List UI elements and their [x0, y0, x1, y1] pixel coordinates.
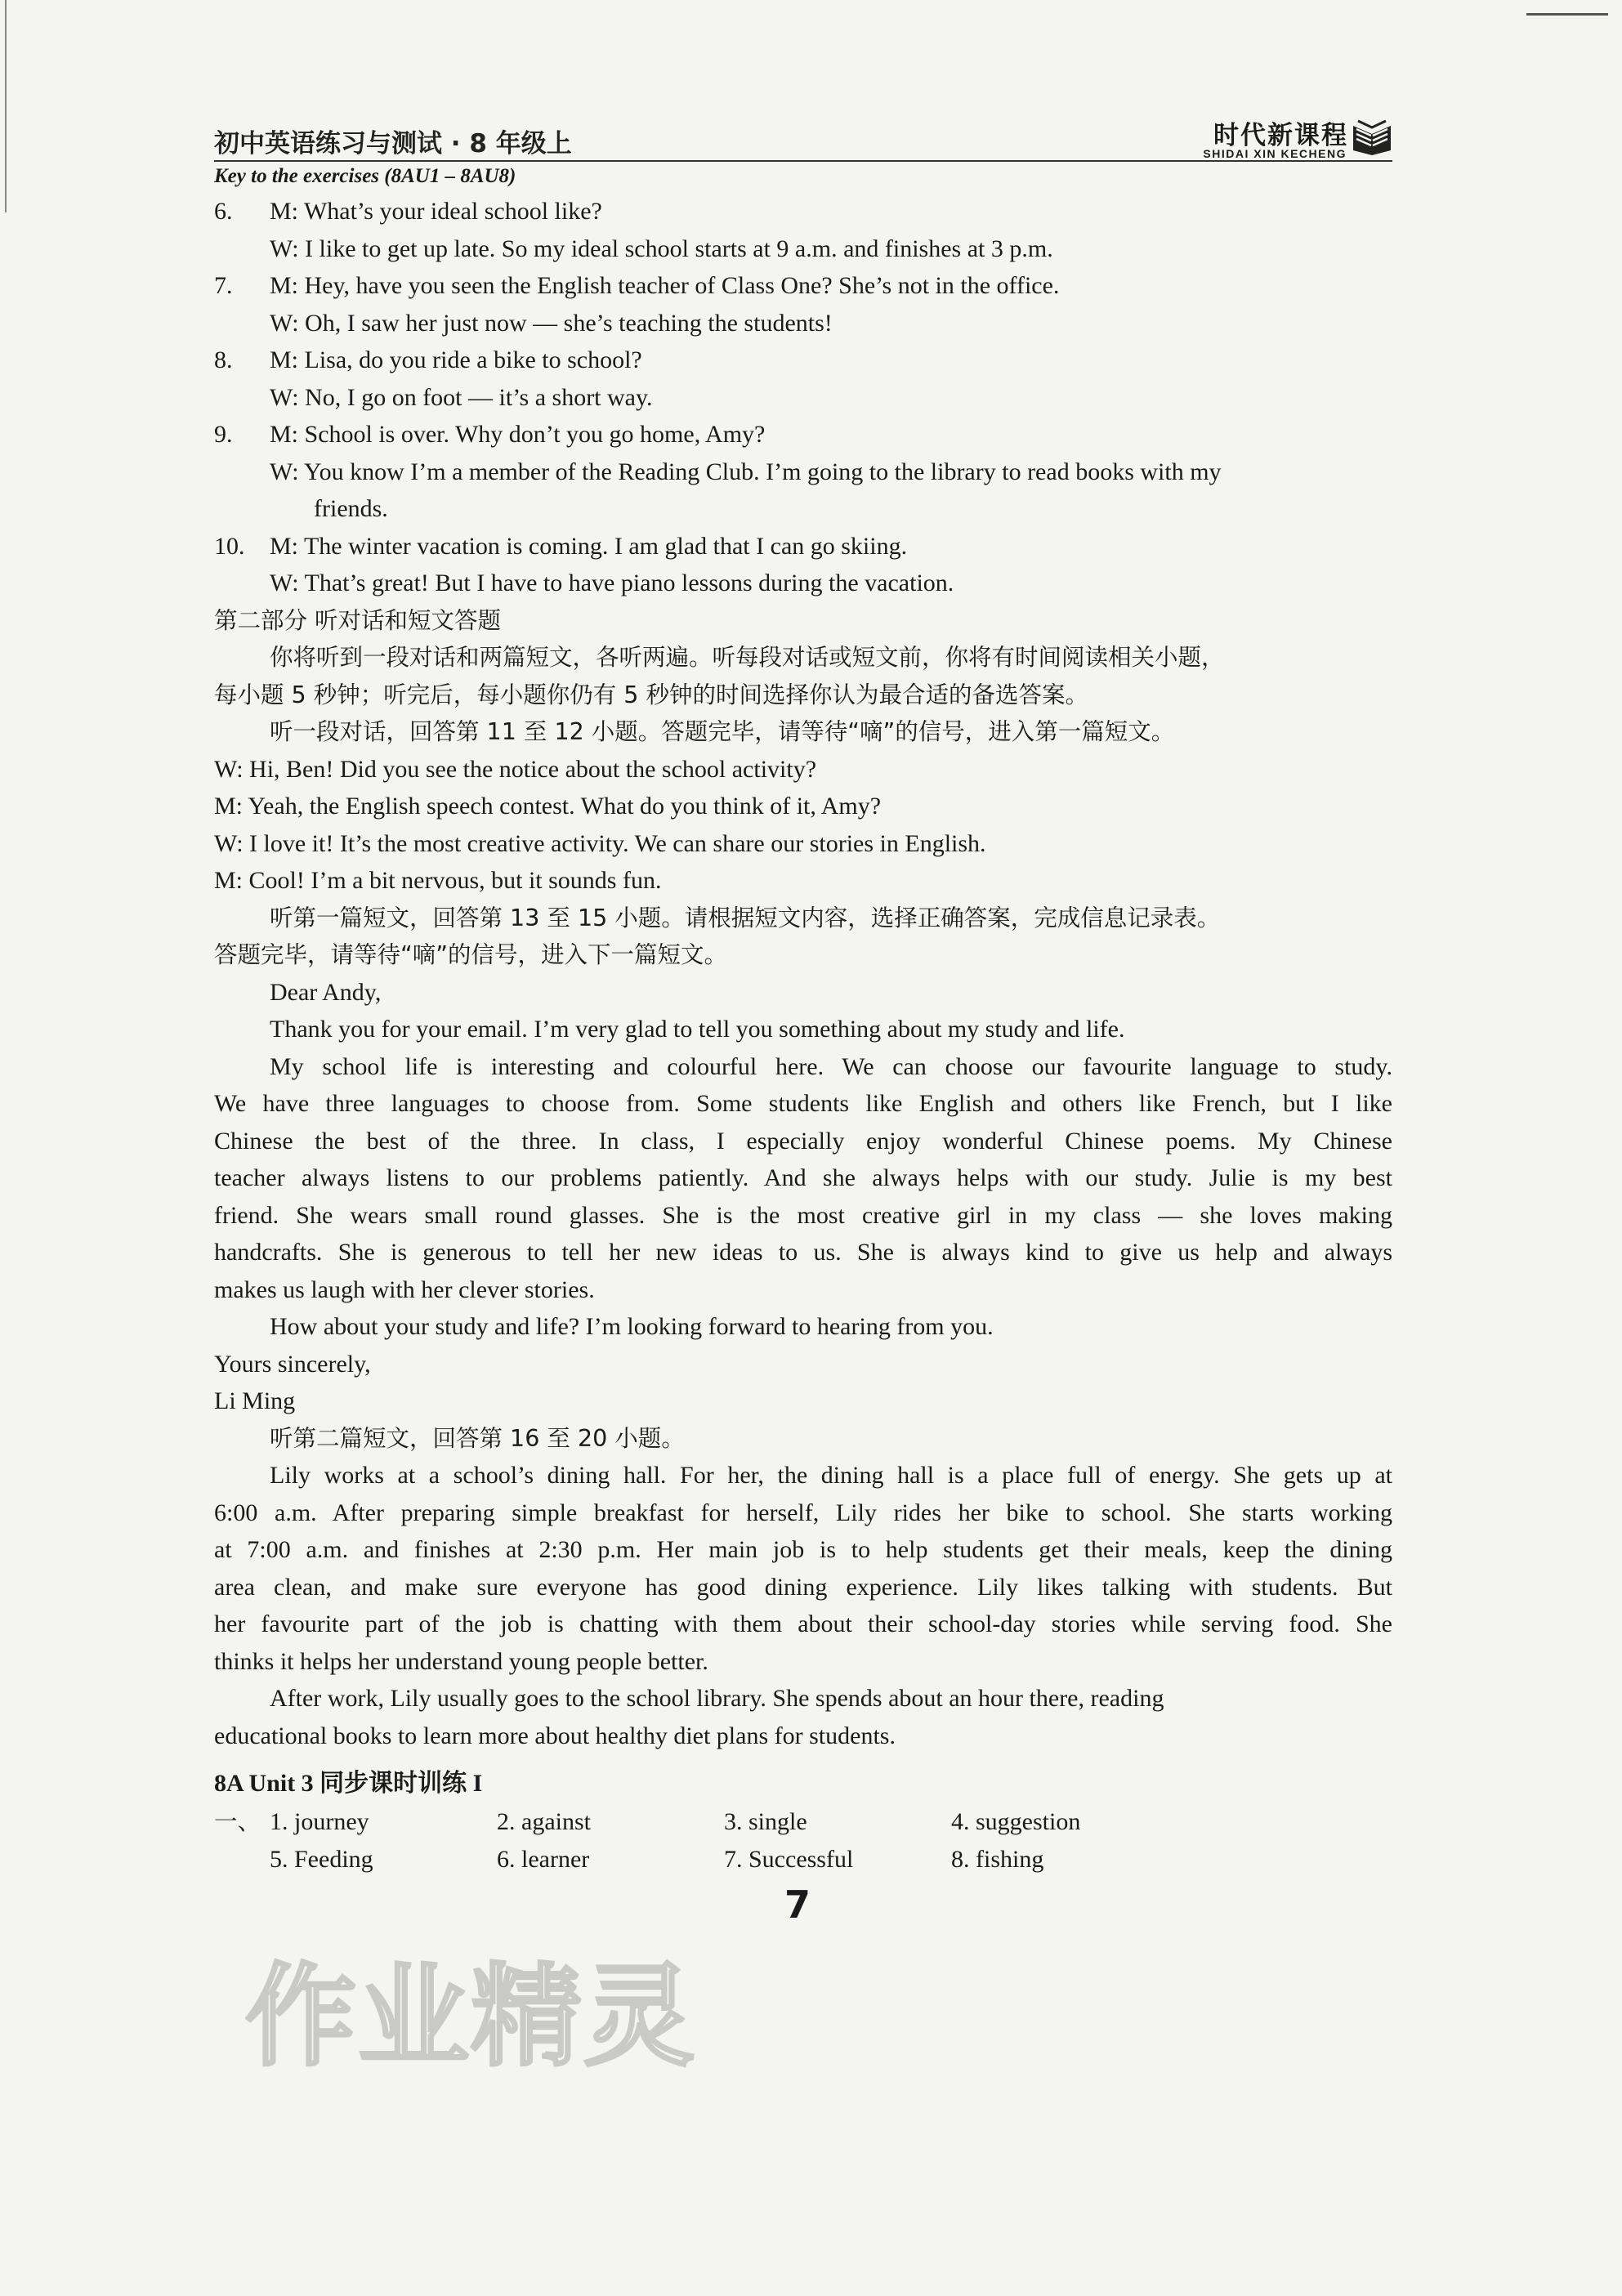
- answer-item: 3. single: [724, 1808, 807, 1835]
- letter-paragraph: Thank you for your email. I’m very glad to tell you something about my study and life.: [270, 1016, 1125, 1043]
- page-edge-line: [5, 0, 7, 212]
- passage-line: Lily works at a school’s dining hall. For her, the dining hall is a place full of energy. She gets up at: [270, 1462, 1392, 1489]
- unit-title-text: 8A Unit 3 同步课时训练 I: [214, 1770, 483, 1797]
- speaker-m-text: M: School is over. Why don’t you go home, Amy?: [270, 421, 766, 448]
- dialogue-line: W: I love it! It’s the most creative activity. We can share our stories in English.: [214, 829, 986, 857]
- answer-item: 6. learner: [497, 1845, 590, 1873]
- answer-item: 1. journey: [270, 1808, 369, 1835]
- section-label: 一、: [214, 1808, 261, 1835]
- answer-item: 7. Successful: [724, 1845, 854, 1873]
- page-content: [214, 193, 1392, 1878]
- letter-line: handcrafts. She is generous to tell her new ideas to us. She is always kind to give us help and always: [214, 1239, 1392, 1266]
- dialogue-line: [214, 193, 1392, 230]
- page-header: [214, 114, 1392, 193]
- dialogue-line: [214, 453, 1392, 491]
- passage-line: area clean, and make sure everyone has good dining experience. Lily likes talking with students. But: [214, 1573, 1392, 1601]
- passage-line: thinks it helps her understand young people better.: [214, 1647, 708, 1675]
- answer-row: [214, 1841, 1392, 1878]
- letter-greeting: Dear Andy,: [270, 978, 382, 1006]
- answer-item: 8. fishing: [951, 1845, 1044, 1873]
- speaker-w-text-cont: friends.: [314, 495, 388, 522]
- passage-line: her favourite part of the job is chatting with them about their school-day stories while serving food. She: [214, 1610, 1392, 1637]
- passage-line: educational books to learn more about healthy diet plans for students.: [214, 1722, 896, 1749]
- key-subtitle: Key to the exercises (8AU1 – 8AU8): [214, 165, 516, 187]
- instruction-line: 听第一篇短文，回答第 13 至 15 小题。请根据短文内容，选择正确答案，完成信息记录表。: [270, 904, 1221, 931]
- instruction-line: 听一段对话，回答第 11 至 12 小题。答题完毕，请等待“嘀”的信号，进入第一篇短文。: [270, 718, 1175, 745]
- answer-item: 2. against: [497, 1808, 591, 1835]
- passage-line: After work, Lily usually goes to the school library. She spends about an hour there, reading: [270, 1685, 1164, 1712]
- dialogue-line: [214, 305, 1392, 342]
- brand-name: 时代新课程: [1213, 121, 1348, 150]
- page-number: 7: [784, 1883, 811, 1927]
- dialogue-line: [214, 379, 1392, 417]
- item-number: 6.: [214, 198, 233, 225]
- item-number: 8.: [214, 346, 233, 373]
- passage-line: at 7:00 a.m. and finishes at 2:30 p.m. Her main job is to help students get their meals, keep the dining: [214, 1536, 1392, 1563]
- speaker-m-text: M: Lisa, do you ride a bike to school?: [270, 346, 642, 373]
- watermark-logo: [245, 1945, 703, 2075]
- instruction-line: 听第二篇短文，回答第 16 至 20 小题。: [270, 1424, 685, 1452]
- answer-row: [214, 1803, 1392, 1841]
- item-number: 7.: [214, 272, 233, 299]
- brand-pinyin: SHIDAI XIN KECHENG: [1203, 147, 1347, 160]
- dialogue-line: [214, 267, 1392, 305]
- dialogue-line: W: Hi, Ben! Did you see the notice about the school activity?: [214, 755, 817, 783]
- letter-line: teacher always listens to our problems patiently. And she always helps with our study. Julie is my best: [214, 1164, 1392, 1191]
- item-number: 10.: [214, 532, 245, 560]
- instruction-line: 答题完毕，请等待“嘀”的信号，进入下一篇短文。: [214, 941, 728, 968]
- letter-paragraph: How about your study and life? I’m looking forward to hearing from you.: [270, 1313, 994, 1340]
- instruction-line: 每小题 5 秒钟；听完后，每小题你仍有 5 秒钟的时间选择你认为最合适的备选答案。: [214, 681, 1089, 708]
- letter-closing: Yours sincerely,: [214, 1350, 371, 1378]
- answer-item: 5. Feeding: [270, 1845, 373, 1873]
- item-number: 9.: [214, 421, 233, 448]
- dialogue-line: [214, 342, 1392, 379]
- answer-item: 4. suggestion: [951, 1808, 1081, 1835]
- speaker-m-text: M: Hey, have you seen the English teacher of Class One? She’s not in the office.: [270, 272, 1060, 299]
- instruction-line: 你将听到一段对话和两篇短文，各听两遍。听每段对话或短文前，你将有时间阅读相关小题，: [270, 644, 1225, 671]
- letter-line: My school life is interesting and colourful here. We can choose our favourite language to study.: [270, 1052, 1392, 1080]
- letter-line: Chinese the best of the three. In class, I especially enjoy wonderful Chinese poems. My Chinese: [214, 1127, 1392, 1155]
- dialogue-line: [214, 565, 1392, 602]
- letter-line: friend. She wears small round glasses. She is the most creative girl in my class — she loves making: [214, 1201, 1392, 1229]
- dialogue-line: M: Cool! I’m a bit nervous, but it sounds fun.: [214, 867, 662, 894]
- unit-title: [214, 1754, 1392, 1803]
- speaker-m-text: M: What’s your ideal school like?: [270, 198, 602, 225]
- watermark-text: 作业精灵: [245, 1953, 696, 2075]
- dialogue-line: [214, 528, 1392, 565]
- speaker-w-text: W: Oh, I saw her just now — she’s teaching the students!: [270, 309, 833, 337]
- letter-line: makes us laugh with her clever stories.: [214, 1275, 595, 1303]
- book-title: 初中英语练习与测试 · 8 年级上: [214, 129, 572, 159]
- speaker-w-text: W: No, I go on foot — it’s a short way.: [270, 383, 653, 411]
- speaker-w-text: W: That’s great! But I have to have piano lessons during the vacation.: [270, 570, 954, 596]
- header-divider: [214, 160, 1392, 162]
- passage-line: 6:00 a.m. After preparing simple breakfast for herself, Lily rides her bike to school. She starts working: [214, 1499, 1392, 1526]
- speaker-w-text: W: I like to get up late. So my ideal school starts at 9 a.m. and finishes at 3 p.m.: [270, 235, 1053, 262]
- dialogue-line: [214, 230, 1392, 268]
- dialogue-line: [214, 490, 1392, 528]
- dialogue-line: [214, 416, 1392, 453]
- speaker-w-text: W: You know I’m a member of the Reading Club. I’m going to the library to read books with my: [270, 458, 1222, 485]
- top-rule: [1526, 13, 1608, 16]
- dialogue-line: M: Yeah, the English speech contest. What do you think of it, Amy?: [214, 793, 882, 820]
- section-title: 第二部分 听对话和短文答题: [214, 606, 502, 634]
- speaker-m-text: M: The winter vacation is coming. I am glad that I can go skiing.: [270, 532, 908, 560]
- letter-line: We have three languages to choose from. Some students like English and others like French, but I like: [214, 1090, 1392, 1117]
- letter-signature: Li Ming: [214, 1387, 296, 1414]
- book-icon: [1352, 118, 1392, 155]
